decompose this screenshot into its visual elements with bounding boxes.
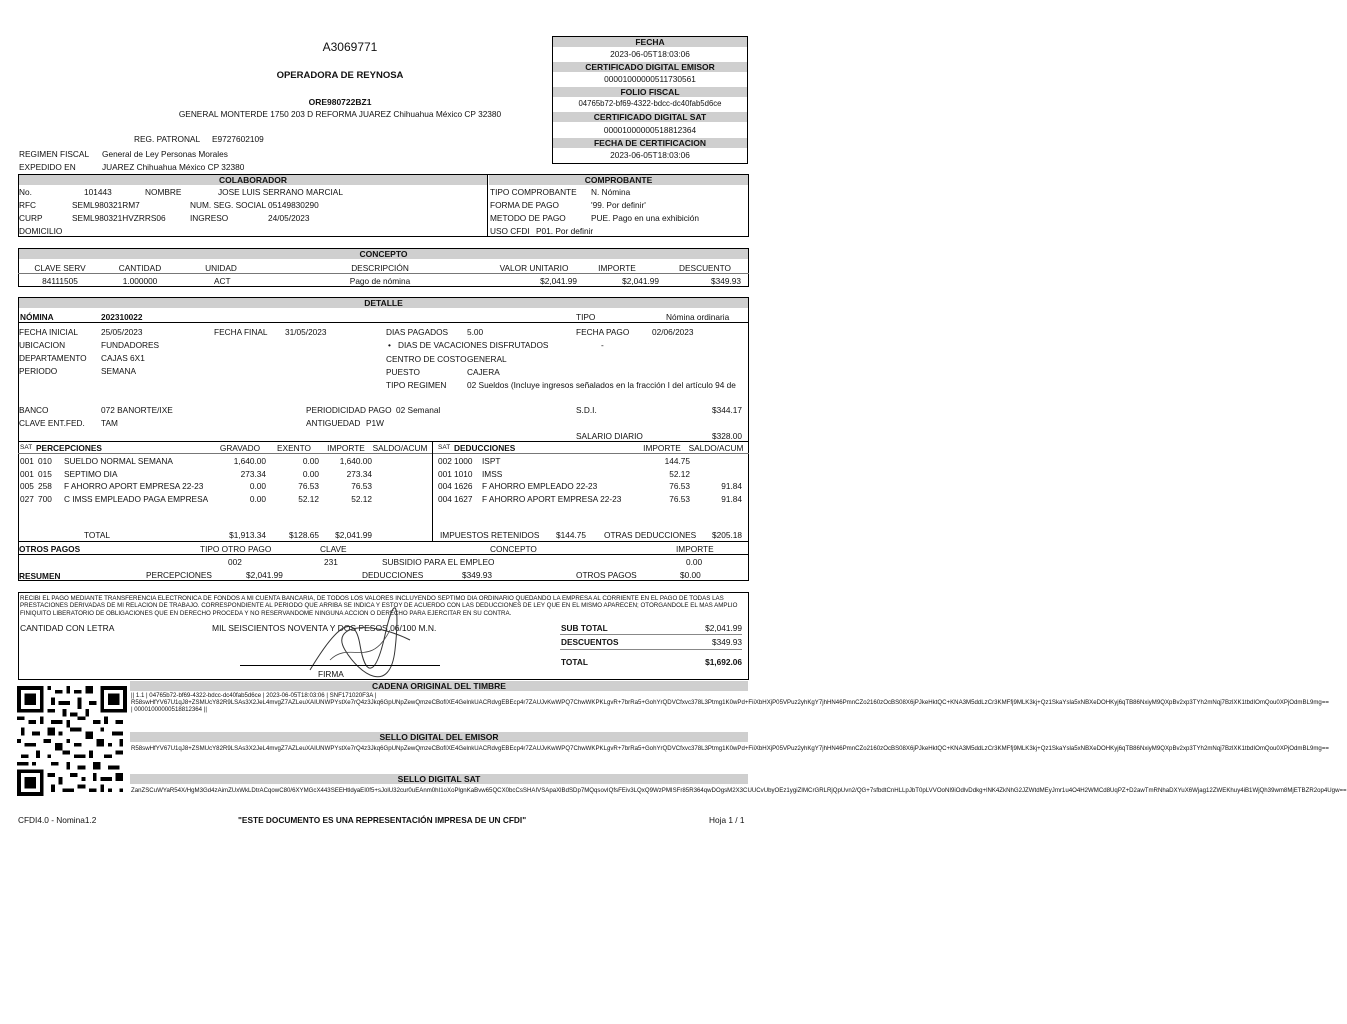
descuentos-label: DESCUENTOS (561, 637, 619, 647)
periodo-label: PERIODO (19, 366, 58, 376)
impuestos-retenidos-label: IMPUESTOS RETENIDOS (440, 530, 540, 540)
perc-row-3-desc: F AHORRO APORT EMPRESA 22-23 (64, 481, 204, 491)
footer-notice: "ESTE DOCUMENTO ES UNA REPRESENTACIÓN IMPRESA DE UN CFDI" (238, 815, 527, 825)
concepto-clave-serv: 84111505 (42, 276, 78, 286)
cadena-header: CADENA ORIGINAL DEL TIMBRE (130, 681, 748, 691)
clave-ent-value: TAM (101, 418, 118, 428)
colaborador-header: COLABORADOR (19, 175, 487, 185)
firma-label: FIRMA (318, 669, 344, 679)
tipo-regimen-label: TIPO REGIMEN (386, 380, 447, 390)
col-ded-importe: IMPORTE (643, 443, 681, 453)
ubicacion-label: UBICACION (19, 340, 66, 350)
col-clave-serv: CLAVE SERV (34, 263, 86, 273)
fecha-pago-value: 02/06/2023 (652, 327, 694, 337)
rfc-label: RFC (19, 200, 37, 210)
nomina-label: NÓMINA (20, 312, 54, 322)
ded-row-2-sat: 001 (438, 469, 452, 479)
col-perc-saldo: SALDO/ACUM (372, 443, 428, 453)
otro-pago-concepto: SUBSIDIO PARA EL EMPLEO (382, 557, 495, 567)
expedido-label: EXPEDIDO EN (19, 162, 76, 172)
perc-total-gravado: $1,913.34 (229, 530, 266, 540)
perc-row-4-gravado: 0.00 (249, 494, 266, 504)
clave-ent-label: CLAVE ENT.FED. (19, 418, 85, 428)
tipo-regimen-value: 02 Sueldos (Incluye ingresos señalados en la fracción I del artículo 94 de (467, 380, 736, 390)
detalle-header: DETALLE (19, 298, 748, 308)
perc-row-2-sat: 001 (20, 469, 34, 479)
rfc-value: SEML980321RM7 (72, 200, 140, 210)
total-label: TOTAL (561, 657, 588, 667)
ded-row-3-saldo: 91.84 (721, 481, 742, 491)
fecha-final-label: FECHA FINAL (214, 327, 268, 337)
perc-row-2-exento: 0.00 (302, 469, 319, 479)
expedido-value: JUAREZ Chihuahua México CP 32380 (102, 162, 245, 172)
banco-value: 072 BANORTE/IXE (101, 405, 173, 415)
fiscal-info-box (552, 36, 748, 164)
ded-row-4-sat: 004 (438, 494, 452, 504)
cadena-text: || 1.1 | 04765b72-bf69-4322-bdcc-dc40fab5d6ce | 2023-06-05T18:03:06 | SNF171020F3A | R58swHfYV67U1qJ8+ZSMUcY82R9LSAs3X2JeL4mvgZ7AZLeuXAIUNWPYstXe7rQ4z3Jkq6GpUNpZewQmzeCBofIXE4GelnkUACRdvgEBEcp4r7ZAUJvKwWPQ7ChwWKPKLgvR+7brRa5+GohYrQDVCfxvc378L3Ptmg1K0wPd+FiiXbHXjP05VPuz2yhKgY7jhHN46PmnCZo2160zOcBS08X6jPJkeHktQC+KNA3M5ddLzCr3KMFfj9MLK3kj+Qz1SkaYsla5xNBXeDOHKyj6qTB86NxiyM9QXpBv2xp3TYh2mNqj7BzlXK1tbdIOmQou0XPjOdmBL9mg== | 00001000000518812364 || (131, 692, 1329, 713)
footer-page: Hoja 1 / 1 (709, 815, 745, 825)
departamento-label: DEPARTAMENTO (19, 353, 87, 363)
ded-row-4-saldo: 91.84 (721, 494, 742, 504)
metodo-pago-label: METODO DE PAGO (490, 213, 566, 223)
col-ded-saldo: SALDO/ACUM (688, 443, 744, 453)
centro-costo-value: GENERAL (467, 354, 507, 364)
company-rfc: ORE980722BZ1 (308, 97, 372, 107)
puesto-value: CAJERA (467, 367, 500, 377)
cantidad-letra-value: MIL SEISCIENTOS NOVENTA Y DOS PESOS 06/100 M.N. (212, 623, 437, 633)
ubicacion-value: FUNDADORES (101, 340, 160, 350)
uso-cfdi-label: USO CFDI (490, 226, 530, 236)
deducciones-header: DEDUCCIONES (454, 443, 516, 453)
sdi-label: S.D.I. (576, 405, 597, 415)
col-valor-unitario: VALOR UNITARIO (499, 263, 569, 273)
resumen-percepciones-label: PERCEPCIONES (146, 570, 212, 580)
perc-row-4-code: 700 (38, 494, 52, 504)
ded-row-1-code: 1000 (454, 456, 473, 466)
perc-row-1-code: 010 (38, 456, 52, 466)
sello-sat-text: ZanZSCuWYaR54X/HgM3Gd4zAimZUxWkLDtrACqowC80/6XYMGcX443SEEHtldyaEI0f5+sJolU32cur0uEAnm0hI1oXoPlgnKaBvw65QCX0bcCsSHAIVSApaXlBdSDp7MQqsovIQfsFEiv3LQxQ9WzPMISFr85R364qwDOgsM2X3CUUCvUbyOEz1ygiZIMCrGRLRjQpUvn2/QG+7sfbdtCnHLLpJbT0pLVVOoNI9iOdlvDdkg+lNK4ZkNhG2JZWtdMEyJmr1u4O4H2WMCd8UqPZ+D2awTmRNhaDXYuX6Wjag12ZWEKhuy4iB1WjQh39wm8MjETBZR2op4Ugw== (131, 787, 1347, 794)
perc-row-1-exento: 0.00 (302, 456, 319, 466)
ingreso-label: INGRESO (190, 213, 229, 223)
col-cantidad: CANTIDAD (118, 263, 162, 273)
perc-row-3-code: 258 (38, 481, 52, 491)
perc-row-3-importe: 76.53 (351, 481, 372, 491)
impuestos-retenidos-value: $144.75 (556, 530, 586, 540)
ded-row-3-desc: F AHORRO EMPLEADO 22-23 (482, 481, 598, 491)
otras-deducciones-value: $205.18 (712, 530, 742, 540)
perc-row-4-desc: C IMSS EMPLEADO PAGA EMPRESA (64, 494, 209, 504)
ded-row-3-code: 1626 (454, 481, 473, 491)
perc-row-2-code: 015 (38, 469, 52, 479)
centro-costo-label: CENTRO DE COSTO (386, 354, 467, 364)
fecha-inicial-value: 25/05/2023 (101, 327, 143, 337)
perc-row-3-exento: 76.53 (298, 481, 319, 491)
otro-pago-tipo: 002 (228, 557, 242, 567)
cert-emisor-label: CERTIFICADO DIGITAL EMISOR (553, 62, 747, 72)
ded-row-3-importe: 76.53 (669, 481, 690, 491)
descuentos-value: $349.93 (712, 637, 742, 647)
resumen-percepciones-value: $2,041.99 (246, 570, 283, 580)
antiguedad-value: P1W (366, 418, 384, 428)
resumen-otros-label: OTROS PAGOS (576, 570, 637, 580)
nombre-label: NOMBRE (145, 187, 182, 197)
fecha-final-value: 31/05/2023 (285, 327, 327, 337)
antiguedad-label: ANTIGUEDAD (306, 418, 361, 428)
periodo-value: SEMANA (101, 366, 137, 376)
forma-pago-label: FORMA DE PAGO (490, 200, 559, 210)
banco-label: BANCO (19, 405, 49, 415)
ded-row-4-desc: F AHORRO APORT EMPRESA 22-23 (482, 494, 622, 504)
perc-row-4-importe: 52.12 (351, 494, 372, 504)
cert-emisor-value: 00001000000511730561 (604, 74, 696, 84)
fecha-inicial-label: FECHA INICIAL (19, 327, 79, 337)
ded-row-1-desc: ISPT (482, 456, 501, 466)
nombre-value: JOSE LUIS SERRANO MARCIAL (218, 187, 343, 197)
perc-row-4-sat: 027 (20, 494, 34, 504)
comprobante-header: COMPROBANTE (489, 175, 748, 185)
ded-row-4-code: 1627 (454, 494, 473, 504)
ded-row-4-importe: 76.53 (669, 494, 690, 504)
concepto-descripcion: Pago de nómina (349, 276, 411, 286)
perc-row-3-sat: 005 (20, 481, 34, 491)
departamento-value: CAJAS 6X1 (101, 353, 145, 363)
perc-row-2-gravado: 273.34 (240, 469, 266, 479)
tipo-comprobante-label: TIPO COMPROBANTE (490, 187, 577, 197)
fecha-certificacion-value: 2023-06-05T18:03:06 (610, 150, 690, 160)
document-id: A3069771 (322, 40, 378, 54)
perc-row-4-exento: 52.12 (298, 494, 319, 504)
nss-label: NUM. SEG. SOCIAL (190, 200, 267, 210)
footer-version: CFDI4.0 - Nomina1.2 (18, 815, 97, 825)
curp-value: SEML980321HVZRRS06 (72, 213, 166, 223)
curp-label: CURP (19, 213, 43, 223)
concepto-importe: $2,041.99 (622, 276, 659, 286)
nomina-value: 202310022 (101, 312, 143, 322)
concepto-header: CONCEPTO (19, 249, 748, 259)
tipo-comprobante-value: N. Nómina (591, 187, 631, 197)
sello-emisor-header: SELLO DIGITAL DEL EMISOR (130, 732, 748, 742)
col-otros-importe: IMPORTE (676, 544, 714, 554)
nss-value: 05149830290 (268, 200, 319, 210)
perc-row-1-sat: 001 (20, 456, 34, 466)
company-name: OPERADORA DE REYNOSA (276, 70, 404, 81)
col-unidad: UNIDAD (205, 263, 237, 273)
otras-deducciones-label: OTRAS DEDUCCIONES (604, 530, 697, 540)
col-clave: CLAVE (320, 544, 347, 554)
cert-sat-label: CERTIFICADO DIGITAL SAT (553, 112, 747, 122)
sdi-value: $344.17 (712, 405, 742, 415)
resumen-header: RESUMEN (19, 571, 61, 581)
subtotal-value: $2,041.99 (705, 623, 742, 633)
domicilio-label: DOMICILIO (19, 226, 63, 236)
ded-row-1-sat: 002 (438, 456, 452, 466)
concepto-descuento: $349.93 (711, 276, 741, 286)
ded-row-2-importe: 52.12 (669, 469, 690, 479)
otros-pagos-header: OTROS PAGOS (19, 544, 81, 554)
otro-pago-clave: 231 (324, 557, 338, 567)
resumen-deducciones-value: $349.93 (462, 570, 492, 580)
periodicidad-label: PERIODICIDAD PAGO (306, 405, 392, 415)
regimen-fiscal-label: REGIMEN FISCAL (19, 149, 90, 159)
reg-patronal-label: REG. PATRONAL (134, 134, 201, 144)
perc-row-1-desc: SUELDO NORMAL SEMANA (64, 456, 173, 466)
fecha-label: FECHA (553, 37, 747, 47)
resumen-deducciones-label: DEDUCCIONES (362, 570, 424, 580)
perc-row-2-desc: SEPTIMO DIA (64, 469, 118, 479)
company-address: GENERAL MONTERDE 1750 203 D REFORMA JUAREZ Chihuahua México CP 32380 (178, 109, 502, 119)
regimen-fiscal-value: General de Ley Personas Morales (102, 149, 228, 159)
col-descuento: DESCUENTO (679, 263, 731, 273)
perc-total-importe: $2,041.99 (335, 530, 372, 540)
col-exento: EXENTO (277, 443, 311, 453)
col-importe: IMPORTE (598, 263, 636, 273)
salario-diario-label: SALARIO DIARIO (576, 431, 643, 441)
concepto-unidad: ACT (214, 276, 231, 286)
folio-fiscal-value: 04765b72-bf69-4322-bdcc-dc40fab5d6ce (578, 99, 722, 108)
uso-cfdi-value: P01. Por definir (536, 226, 594, 236)
fecha-value: 2023-06-05T18:03:06 (610, 49, 690, 59)
ded-row-3-sat: 004 (438, 481, 452, 491)
perc-row-3-gravado: 0.00 (249, 481, 266, 491)
col-perc-importe: IMPORTE (327, 443, 365, 453)
sello-sat-header: SELLO DIGITAL SAT (130, 774, 748, 784)
perc-sat-label: SAT (20, 444, 33, 451)
col-descripcion: DESCRIPCIÓN (351, 263, 409, 273)
metodo-pago-value: PUE. Pago en una exhibición (591, 213, 699, 223)
col-gravado: GRAVADO (219, 443, 261, 453)
cert-sat-value: 00001000000518812364 (603, 125, 697, 135)
perc-total-exento: $128.65 (289, 530, 319, 540)
perc-row-1-gravado: 1,640.00 (233, 456, 266, 466)
ded-sat-label: SAT (438, 444, 451, 451)
puesto-label: PUESTO (386, 367, 420, 377)
concepto-valor-unitario: $2,041.99 (540, 276, 577, 286)
vacaciones-value: - (601, 340, 604, 350)
qr-code (17, 686, 127, 796)
no-label: No. (19, 187, 32, 197)
ded-row-2-desc: IMSS (482, 469, 503, 479)
perc-row-2-importe: 273.34 (346, 469, 372, 479)
reg-patronal-value: E9727602109 (212, 134, 264, 144)
folio-fiscal-label: FOLIO FISCAL (553, 87, 747, 97)
resumen-otros-value: $0.00 (680, 570, 701, 580)
dias-pagados-label: DIAS PAGADOS (386, 327, 449, 337)
total-value: $1,692.06 (705, 657, 742, 667)
forma-pago-value: '99. Por definir' (591, 200, 646, 210)
fecha-pago-label: FECHA PAGO (576, 327, 630, 337)
salario-diario-value: $328.00 (712, 431, 742, 441)
ded-row-1-importe: 144.75 (664, 456, 690, 466)
periodicidad-value: 02 Semanal (396, 405, 441, 415)
cantidad-letra-label: CANTIDAD CON LETRA (20, 623, 115, 633)
no-value: 101443 (84, 187, 112, 197)
concepto-cantidad: 1.000000 (122, 276, 158, 286)
fecha-certificacion-label: FECHA DE CERTIFICACION (553, 138, 747, 148)
bullet-icon: • (388, 340, 391, 350)
dias-pagados-value: 5.00 (467, 327, 484, 337)
perc-row-1-importe: 1,640.00 (339, 456, 372, 466)
percepciones-header: PERCEPCIONES (36, 443, 102, 453)
ingreso-value: 24/05/2023 (268, 213, 310, 223)
tipo-value: Nómina ordinaria (666, 312, 730, 322)
tipo-label: TIPO (576, 312, 596, 322)
otro-pago-importe: 0.00 (686, 557, 703, 567)
perc-total-label: TOTAL (84, 530, 110, 540)
ded-row-2-code: 1010 (454, 469, 473, 479)
col-tipo-otro-pago: TIPO OTRO PAGO (200, 544, 272, 554)
subtotal-label: SUB TOTAL (561, 623, 608, 633)
vacaciones-label: DIAS DE VACACIONES DISFRUTADOS (398, 340, 549, 350)
legal-text: RECIBI EL PAGO MEDIANTE TRANSFERENCIA ELECTRONICA DE FONDOS A MI CUENTA BANCARIA, DE TODOS LOS VALORES INCLUYENDO SEPTIMO DIA ORDINARIO QUEDANDO LA EMPRESA AL CORRIENTE EN EL PAGO DE TODAS LAS PRESTACIONES DERIVADAS DE MI RELACION DE TRABAJO. CORRESPONDIENTE AL PERIODO QUE ARRIBA SE INDICA Y ESTOY DE ACUERDO CON LAS DEDUCCIONES DE LEY QUE EN EL MISMO APARECEN; OTORGANDOLE EL MAS AMPLIO FINIQUITO LIBERATORIO DE OBLIGACIONES QUE EN DERECHO PROCEDA Y NO RESERVANDOME NINGUNA ACCION O DERECHO PARA EJERCITAR EN SU CONTRA. (20, 595, 738, 617)
sello-emisor-text: R58swHfYV67U1qJ8+ZSMUcY82R9LSAs3X2JeL4mvgZ7AZLeuXAIUNWPYstXe7rQ4z3Jkq6GpUNpZewQmzeCBofIXE4GelnkUACRdvgEBEcp4r7ZAUJvKwWPQ7ChwWKPKLgvR+7brRa5+GohYrQDVCfxvc378L3Ptmg1K0wPd+FiiXbHXjP05VPuz2yhKgY7jhHN46PmnCZo2160zOcBS08X6jPJkeHktQC+KNA3M5ddLzCr3KMFfj9MLK3kj+Qz1SkaYsla5xNBXeDOHKyj6qTB86NxiyM9QXpBv2xp3TYh2mNqj7BzlXK1tbdIOmQou0XPjOdmBL9mg== (131, 745, 1329, 752)
col-concepto: CONCEPTO (490, 544, 537, 554)
